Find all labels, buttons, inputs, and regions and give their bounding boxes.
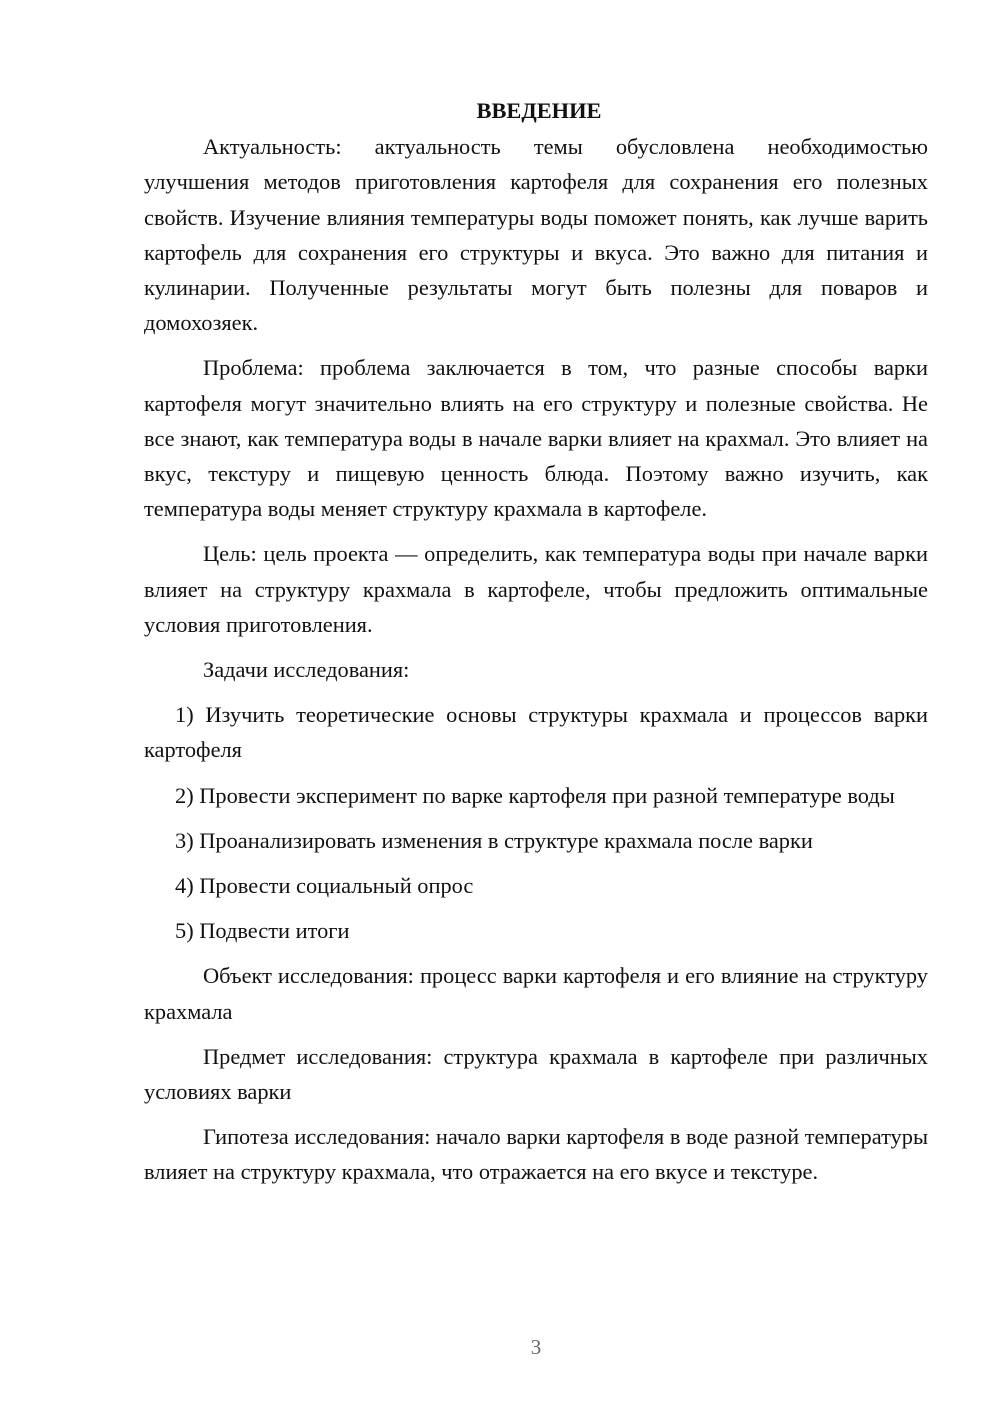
list-item: 3) Проанализировать изменения в структуре крахмала после варки [175, 827, 813, 853]
list-item: 2) Провести эксперимент по варке картофеля при разной температуре воды [175, 782, 895, 808]
relevance-paragraph: Актуальность: актуальность темы обусловлена необходимостью улучшения методов приготовления картофеля для сохранения его полезных свойств. Изучение влияния температуры воды поможет понять, как лучше варить картофель для сохранения его структуры и вкуса. Это важно для питания и кулинарии. Полученные результаты могут быть полезны для поваров и домохозяек. [144, 134, 928, 336]
subject-paragraph: Предмет исследования: структура крахмала в картофеле при различных условиях варки [144, 1043, 928, 1105]
list-item: 4) Провести социальный опрос [175, 873, 474, 899]
page-content [144, 93, 928, 1200]
section-title: ВВЕДЕНИЕ [476, 98, 602, 123]
tasks-heading: Задачи исследования: [203, 657, 410, 683]
list-item: 5) Подвести итоги [175, 918, 350, 944]
problem-paragraph: Проблема: проблема заключается в том, что разные способы варки картофеля могут значительно влиять на его структуру и полезные свойства. Не все знают, как температура воды в начале варки влияет на крахмал. Это влияет на вкус, текстуру и пищевую ценность блюда. Поэтому важно изучить, как температура воды меняет структуру крахмала в картофеле. [144, 355, 928, 522]
tasks-list [144, 697, 928, 948]
hypothesis-paragraph: Гипотеза исследования: начало варки картофеля в воде разной температуры влияет на структуру крахмала, что отражается на его вкусе и текстуре. [144, 1124, 928, 1185]
goal-paragraph: Цель: цель проекта — определить, как температура воды при начале варки влияет на структуру крахмала в картофеле, чтобы предложить оптимальные условия приготовления. [144, 541, 928, 637]
object-paragraph: Объект исследования: процесс варки картофеля и его влияние на структуру крахмала [144, 963, 928, 1024]
page-number: 3 [530, 1335, 542, 1359]
list-item: 1) Изучить теоретические основы структуры крахмала и процессов варки картофеля [144, 702, 928, 763]
